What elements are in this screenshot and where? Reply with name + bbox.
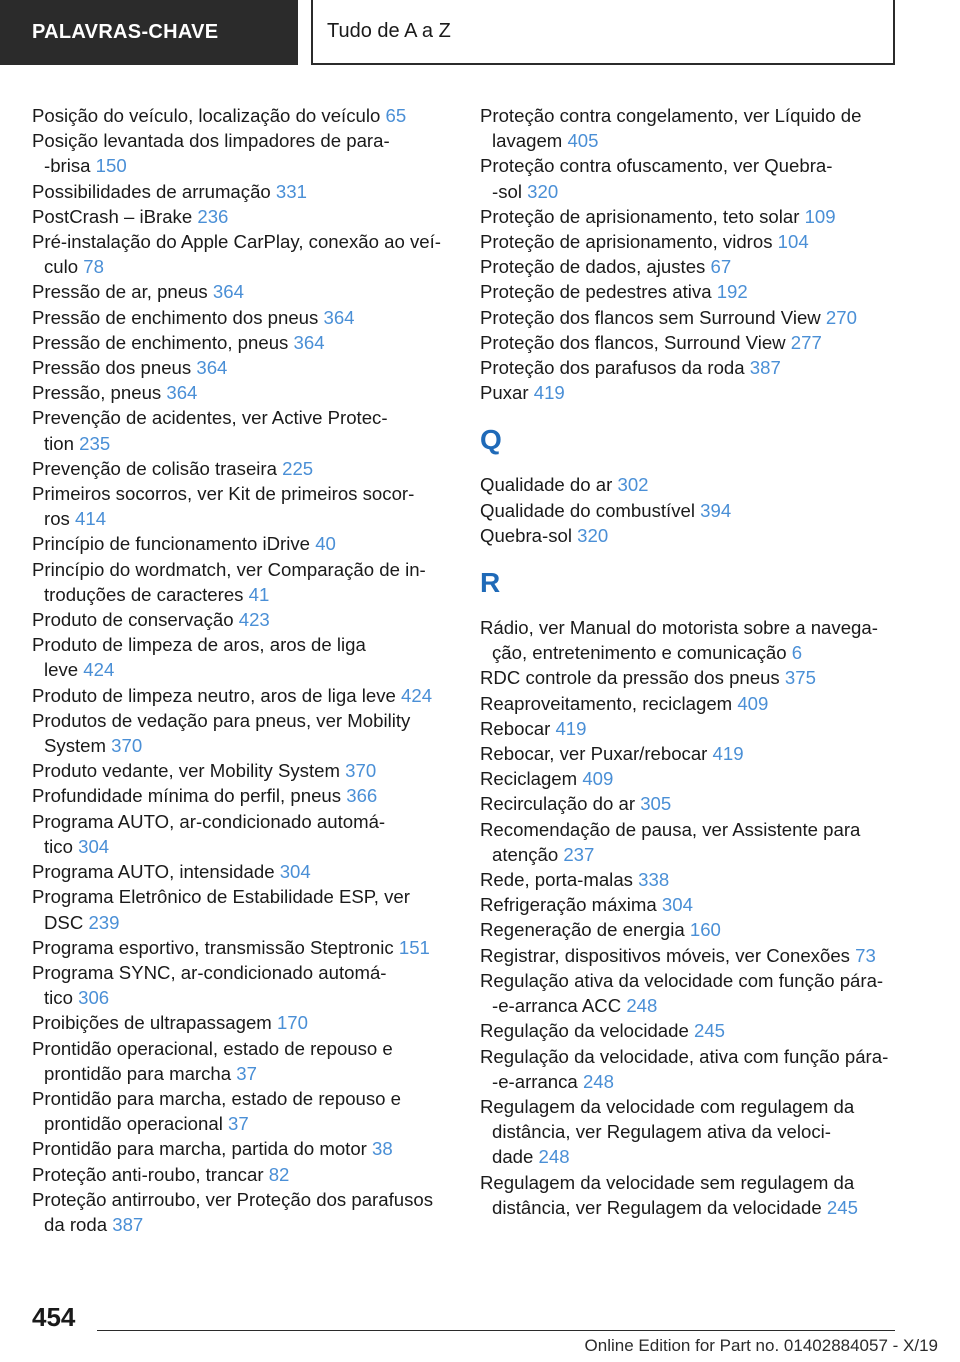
- index-entry-text: -e-arranca ACC: [492, 995, 622, 1017]
- page-reference-link[interactable]: 67: [710, 256, 732, 278]
- index-entry-text: Programa AUTO, intensidade: [32, 861, 275, 883]
- page-reference-link[interactable]: 73: [855, 944, 876, 966]
- page-reference-link[interactable]: 387: [112, 1213, 144, 1235]
- page-reference-link[interactable]: 192: [716, 281, 748, 303]
- page-reference-link[interactable]: 364: [166, 382, 198, 404]
- index-entry: [480, 523, 900, 548]
- index-entry: [480, 330, 900, 355]
- index-entry-text: troduções de caracteres: [44, 583, 244, 605]
- index-entry-text: Princípio do wordmatch, ver Comparação de in-: [32, 558, 426, 580]
- index-entry-text: Proteção anti-roubo, trancar: [32, 1163, 264, 1185]
- page-reference-link[interactable]: 6: [791, 642, 803, 664]
- index-entry: [32, 103, 452, 128]
- page-reference-link[interactable]: 160: [689, 919, 721, 941]
- page-reference-link[interactable]: 150: [95, 155, 127, 177]
- page-reference-link[interactable]: 331: [275, 180, 307, 202]
- page-reference-link[interactable]: 245: [826, 1196, 858, 1218]
- index-entry: [480, 153, 900, 203]
- index-entry: [480, 204, 900, 229]
- index-entry-text: Proibições de ultrapassagem: [32, 1012, 272, 1034]
- index-entry: [480, 254, 900, 279]
- index-entry: [480, 103, 900, 153]
- index-entry: [480, 892, 900, 917]
- index-entry-text: Prevenção de acidentes, ver Active Protec-: [32, 407, 388, 429]
- page-reference-link[interactable]: 109: [804, 205, 836, 227]
- page-reference-link[interactable]: 40: [315, 533, 336, 555]
- index-entry: [480, 867, 900, 892]
- index-entry: [32, 607, 452, 632]
- index-entry: [480, 968, 900, 1018]
- page-reference-link[interactable]: 37: [228, 1113, 249, 1135]
- index-entry-text: distância, ver Regulagem da velocidade: [492, 1196, 822, 1218]
- index-entry-text: Posição do veículo, localização do veículo: [32, 105, 381, 126]
- index-entry: [32, 204, 452, 229]
- page-reference-link[interactable]: 304: [279, 861, 311, 883]
- index-entry-text: Proteção contra congelamento, ver Líquido de: [480, 105, 862, 126]
- index-entry: [32, 632, 452, 682]
- index-entry: [32, 305, 452, 330]
- index-entry: [480, 1094, 900, 1170]
- index-entry-text: Posição levantada dos limpadores de para-: [32, 130, 390, 152]
- page-reference-link[interactable]: 248: [626, 995, 658, 1017]
- index-letter-heading: Q: [480, 424, 502, 456]
- page-reference-link[interactable]: 302: [617, 474, 649, 496]
- page-reference-link[interactable]: 305: [640, 793, 672, 815]
- page-reference-link[interactable]: 225: [282, 457, 314, 479]
- page-reference-link[interactable]: 41: [248, 583, 270, 605]
- index-entry-text: Proteção dos flancos, Surround View: [480, 331, 786, 353]
- index-entry-text: Programa AUTO, ar-condicionado automá-: [32, 810, 386, 832]
- page-reference-link[interactable]: 304: [661, 894, 693, 916]
- index-entry-text: Pressão de enchimento, pneus: [32, 331, 289, 353]
- index-entry-text: Pressão de ar, pneus: [32, 281, 208, 303]
- index-entry: [480, 498, 900, 523]
- index-entry: [32, 1187, 452, 1237]
- index-entry-text: Primeiros socorros, ver Kit de primeiros socor-: [32, 483, 415, 505]
- index-entry-text: Reaproveitamento, reciclagem: [480, 692, 733, 714]
- index-entry-text: tion: [44, 432, 74, 454]
- page-reference-link[interactable]: 419: [712, 743, 744, 765]
- index-entry-text: Regulação da velocidade, ativa com função pára-: [480, 1045, 889, 1067]
- page-reference-link[interactable]: 364: [212, 281, 244, 303]
- index-entry-text: ção, entretenimento e comunicação: [492, 642, 787, 664]
- index-entry-text: culo: [44, 256, 79, 278]
- index-entry: [32, 708, 452, 758]
- page-reference-link[interactable]: 364: [323, 306, 355, 328]
- index-entry: [480, 817, 900, 867]
- page-reference-link[interactable]: 104: [777, 231, 809, 253]
- index-entry: [32, 179, 452, 204]
- index-entry-text: tico: [44, 835, 73, 857]
- index-entry-text: Pressão dos pneus: [32, 357, 192, 379]
- index-entry-text: Regulagem da velocidade com regulagem da: [480, 1095, 855, 1117]
- page-number: 454: [32, 1302, 76, 1332]
- page-reference-link[interactable]: 82: [268, 1163, 290, 1185]
- index-entry-text: Rebocar: [480, 717, 551, 739]
- index-entry-text: Proteção contra ofuscamento, ver Quebra-: [480, 155, 833, 177]
- page-reference-link[interactable]: 423: [238, 609, 270, 631]
- index-entry: [32, 380, 452, 405]
- page-reference-link[interactable]: 245: [694, 1020, 726, 1042]
- page-reference-link[interactable]: 320: [577, 524, 609, 546]
- index-entry-text: Produto de conservação: [32, 609, 234, 631]
- index-entry-text: Rebocar, ver Puxar/rebocar: [480, 743, 708, 765]
- index-entry: [32, 279, 452, 304]
- index-entry-text: da roda: [44, 1213, 108, 1235]
- index-entry: [32, 531, 452, 556]
- index-entry-text: Prontidão operacional, estado de repouso e: [32, 1037, 393, 1059]
- index-entry-text: Proteção de pedestres ativa: [480, 281, 712, 303]
- index-entry-text: Quebra-sol: [480, 524, 572, 546]
- index-entry: [32, 481, 452, 531]
- index-entry-text: leve: [44, 659, 79, 681]
- index-entry-text: Proteção de aprisionamento, teto solar: [480, 205, 800, 227]
- page-reference-link[interactable]: 375: [784, 667, 816, 689]
- index-entry: [32, 355, 452, 380]
- page-reference-link[interactable]: 366: [346, 785, 378, 807]
- page-reference-link[interactable]: 78: [83, 256, 104, 278]
- page-reference-link[interactable]: 338: [638, 869, 670, 891]
- index-entry: [480, 472, 900, 497]
- index-entry: [32, 128, 452, 178]
- index-entry-text: Proteção dos parafusos da roda: [480, 357, 745, 379]
- index-entry: [480, 355, 900, 380]
- index-entry: [480, 917, 900, 942]
- index-entry: [32, 405, 452, 455]
- page-reference-link[interactable]: 235: [79, 432, 111, 454]
- index-entry-text: Rádio, ver Manual do motorista sobre a navega-: [480, 617, 878, 639]
- index-entry-text: Recomendação de pausa, ver Assistente para: [480, 818, 861, 840]
- index-entry-text: Puxar: [480, 382, 529, 404]
- page-reference-link[interactable]: 364: [196, 357, 228, 379]
- index-entry-text: -brisa: [44, 155, 91, 177]
- index-entry: [480, 766, 900, 791]
- index-entry-text: Proteção dos flancos sem Surround View: [480, 306, 821, 328]
- page-reference-link[interactable]: 236: [197, 205, 229, 227]
- index-entry-text: Regulação ativa da velocidade com função pára-: [480, 969, 884, 991]
- index-entry-text: -sol: [492, 180, 522, 202]
- index-entry: [32, 229, 452, 279]
- index-entry: [32, 783, 452, 808]
- index-entry-text: Prontidão para marcha, partida do motor: [32, 1138, 367, 1160]
- index-entry-text: Recirculação do ar: [480, 793, 636, 815]
- index-entry-text: Rede, porta-malas: [480, 869, 633, 891]
- index-entry-text: Produtos de vedação para pneus, ver Mobility: [32, 709, 411, 731]
- index-entry: [32, 758, 452, 783]
- index-entry: [32, 884, 452, 934]
- index-entry-text: Refrigeração máxima: [480, 894, 657, 916]
- index-entry-text: Qualidade do ar: [480, 474, 613, 496]
- index-column-right: [480, 103, 900, 1220]
- section-tab: PALAVRAS-CHAVE: [0, 0, 298, 65]
- index-entry: [480, 665, 900, 690]
- index-entry-text: System: [44, 735, 106, 757]
- index-entry-text: Princípio de funcionamento iDrive: [32, 533, 311, 555]
- index-entry: [480, 380, 900, 405]
- page-reference-link[interactable]: 65: [385, 105, 407, 126]
- page-reference-link[interactable]: 37: [236, 1062, 257, 1084]
- index-entry-text: Prevenção de colisão traseira: [32, 457, 277, 479]
- index-entry: [480, 305, 900, 330]
- page-reference-link[interactable]: 419: [533, 382, 565, 404]
- subsection-tab: Tudo de A a Z: [311, 0, 895, 65]
- page-reference-link[interactable]: 151: [398, 936, 430, 958]
- index-entry-text: PostCrash – iBrake: [32, 205, 193, 227]
- index-entry-text: ros: [44, 508, 70, 530]
- index-entry-text: Regeneração de energia: [480, 919, 685, 941]
- page-reference-link[interactable]: 304: [78, 835, 110, 857]
- index-entry-text: prontidão para marcha: [44, 1062, 232, 1084]
- page-reference-link[interactable]: 405: [567, 130, 599, 152]
- index-entry-text: Pressão de enchimento dos pneus: [32, 306, 319, 328]
- index-entry: [32, 1086, 452, 1136]
- page-reference-link[interactable]: 237: [563, 843, 595, 865]
- index-entry: [480, 1170, 900, 1220]
- page-reference-link[interactable]: 370: [111, 735, 143, 757]
- page-reference-link[interactable]: 170: [276, 1012, 308, 1034]
- index-entry-text: Produto vedante, ver Mobility System: [32, 760, 340, 782]
- page-reference-link[interactable]: 387: [749, 357, 781, 379]
- page-reference-link[interactable]: 424: [83, 659, 115, 681]
- index-entry-text: DSC: [44, 911, 84, 933]
- index-entry-text: Pré-instalação do Apple CarPlay, conexão ao veí-: [32, 231, 441, 253]
- edition-note: Online Edition for Part no. 01402884057 - X/19: [584, 1336, 938, 1355]
- page-reference-link[interactable]: 370: [345, 760, 377, 782]
- index-entry-text: Proteção de aprisionamento, vidros: [480, 231, 773, 253]
- index-entry-text: Programa esportivo, transmissão Steptronic: [32, 936, 394, 958]
- page-reference-link[interactable]: 364: [293, 331, 325, 353]
- index-entry: [32, 683, 452, 708]
- page-reference-link[interactable]: 270: [825, 306, 857, 328]
- index-entry-text: Prontidão para marcha, estado de repouso e: [32, 1087, 402, 1109]
- index-entry-text: Proteção antirroubo, ver Proteção dos parafusos: [32, 1188, 434, 1210]
- index-letter-heading: R: [480, 567, 501, 599]
- page-reference-link[interactable]: 277: [790, 331, 822, 353]
- index-entry: [32, 1036, 452, 1086]
- index-entry-text: lavagem: [492, 130, 563, 152]
- page-reference-link[interactable]: 409: [582, 768, 614, 790]
- index-entry-text: tico: [44, 987, 73, 1009]
- index-entry: [32, 935, 452, 960]
- page-reference-link[interactable]: 419: [555, 717, 587, 739]
- index-entry-text: Qualidade do combustível: [480, 499, 695, 521]
- index-entry-text: Produto de limpeza neutro, aros de liga leve: [32, 684, 396, 706]
- index-entry: [480, 741, 900, 766]
- index-entry: [480, 791, 900, 816]
- index-entry-text: atenção: [492, 843, 559, 865]
- index-entry-text: Registrar, dispositivos móveis, ver Conexões: [480, 944, 850, 966]
- page-reference-link[interactable]: 414: [75, 508, 107, 530]
- index-column-left: [32, 103, 452, 1237]
- index-entry: [32, 809, 452, 859]
- page-reference-link[interactable]: 394: [700, 499, 732, 521]
- index-entry: [32, 859, 452, 884]
- index-entry: [480, 615, 900, 665]
- page-reference-link[interactable]: 38: [372, 1138, 393, 1160]
- page-reference-link[interactable]: 306: [78, 987, 110, 1009]
- index-entry-text: Reciclagem: [480, 768, 578, 790]
- index-entry-text: Programa Eletrônico de Estabilidade ESP, ver: [32, 886, 410, 908]
- index-entry: [32, 456, 452, 481]
- page-reference-link[interactable]: 424: [401, 684, 433, 706]
- index-entry-text: RDC controle da pressão dos pneus: [480, 667, 780, 689]
- index-entry-text: Proteção de dados, ajustes: [480, 256, 706, 278]
- page-reference-link[interactable]: 320: [527, 180, 559, 202]
- index-entry: [480, 229, 900, 254]
- index-entry: [32, 330, 452, 355]
- index-entry-text: Pressão, pneus: [32, 382, 162, 404]
- index-entry-text: Regulação da velocidade: [480, 1020, 689, 1042]
- index-entry: [32, 1162, 452, 1187]
- index-entry-text: prontidão operacional: [44, 1113, 223, 1135]
- page-reference-link[interactable]: 248: [582, 1070, 614, 1092]
- index-entry-text: -e-arranca: [492, 1070, 578, 1092]
- index-entry: [32, 960, 452, 1010]
- index-entry: [480, 943, 900, 968]
- index-entry: [32, 1136, 452, 1161]
- index-entry-text: distância, ver Regulagem ativa da veloci-: [492, 1121, 831, 1143]
- index-entry: [32, 1010, 452, 1035]
- index-entry: [480, 1018, 900, 1043]
- index-entry-text: dade: [492, 1146, 534, 1168]
- page-reference-link[interactable]: 248: [538, 1146, 570, 1168]
- index-entry-text: Regulagem da velocidade sem regulagem da: [480, 1171, 855, 1193]
- footer-divider: [97, 1330, 895, 1331]
- index-entry: [480, 1044, 900, 1094]
- index-entry-text: Profundidade mínima do perfil, pneus: [32, 785, 342, 807]
- index-entry: [32, 557, 452, 607]
- index-entry-text: Programa SYNC, ar-condicionado automá-: [32, 961, 387, 983]
- index-entry-text: Possibilidades de arrumação: [32, 180, 271, 202]
- index-entry: [480, 279, 900, 304]
- page-reference-link[interactable]: 409: [737, 692, 769, 714]
- index-entry-text: Produto de limpeza de aros, aros de liga: [32, 634, 366, 656]
- page-header: [0, 0, 960, 65]
- page-reference-link[interactable]: 239: [88, 911, 120, 933]
- index-entry: [480, 691, 900, 716]
- index-entry: [480, 716, 900, 741]
